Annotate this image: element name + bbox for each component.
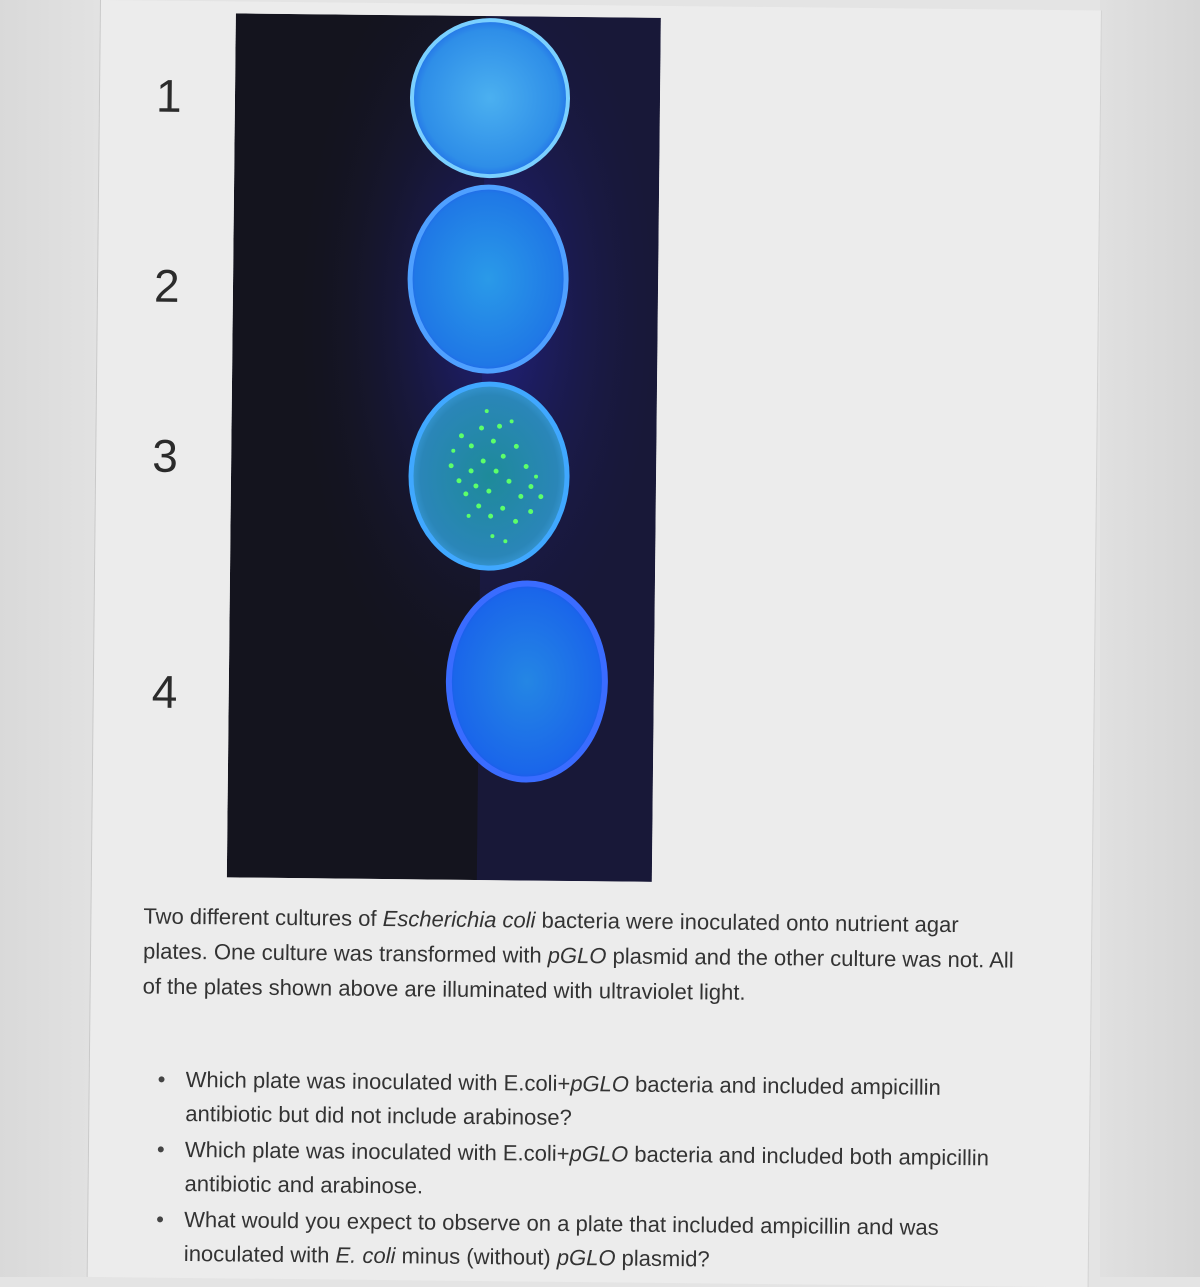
screen-bezel-right: [1100, 0, 1200, 1277]
question-1-text-c: bacteria and included ampicillin antibiotic but did not include arabinose?: [185, 1071, 941, 1131]
uv-plates-photo: [227, 13, 661, 881]
plate-number-4: 4: [151, 665, 178, 718]
question-1-plasmid: pGLO: [570, 1070, 630, 1097]
caption-species: Escherichia coli: [382, 906, 536, 933]
caption-plasmid: pGLO: [547, 942, 607, 969]
bullet-icon: •: [156, 1136, 165, 1162]
plate-number-1: 1: [155, 69, 182, 122]
question-item: [157, 1063, 1018, 1140]
question-3-text-a: What would you expect to observe on a plate that included ampicillin and was inoculated with: [183, 1206, 939, 1268]
caption-text-1: Two different cultures of: [143, 903, 383, 932]
question-1-text-a: Which plate was inoculated with E.coli+: [185, 1066, 571, 1096]
question-item: [156, 1133, 1017, 1210]
question-list: [156, 1063, 1018, 1282]
question-2-text-c: bacteria and included both ampicillin antibiotic and arabinose.: [184, 1141, 990, 1199]
bullet-icon: •: [156, 1206, 165, 1232]
question-3-text-e: plasmid?: [615, 1245, 710, 1272]
question-3-text-c: minus (without): [395, 1243, 557, 1270]
question-caption: [142, 899, 1023, 1013]
plate-2: [409, 186, 567, 372]
screen-bezel-left: [0, 0, 100, 1277]
plate-4: [448, 583, 606, 781]
question-3-species: E. coli: [335, 1242, 396, 1269]
plate-3: [410, 383, 568, 569]
uv-plates-image: [227, 13, 661, 881]
question-page: [87, 0, 1102, 1287]
question-item: [156, 1203, 1017, 1280]
question-2-plasmid: pGLO: [569, 1140, 629, 1167]
caption-text-3: plasmid and the other culture was not. All of the plates shown above are illuminated with ultraviolet light.: [142, 943, 1014, 1005]
plate-1: [411, 19, 569, 177]
question-3-plasmid: pGLO: [556, 1244, 616, 1271]
bullet-icon: •: [157, 1066, 166, 1092]
question-2-text-a: Which plate was inoculated with E.coli+: [184, 1136, 570, 1166]
plate-number-2: 2: [153, 259, 180, 312]
plate-number-3: 3: [151, 429, 179, 482]
caption-text-2: bacteria were inoculated onto nutrient agar plates. One culture was transformed with: [142, 907, 959, 968]
